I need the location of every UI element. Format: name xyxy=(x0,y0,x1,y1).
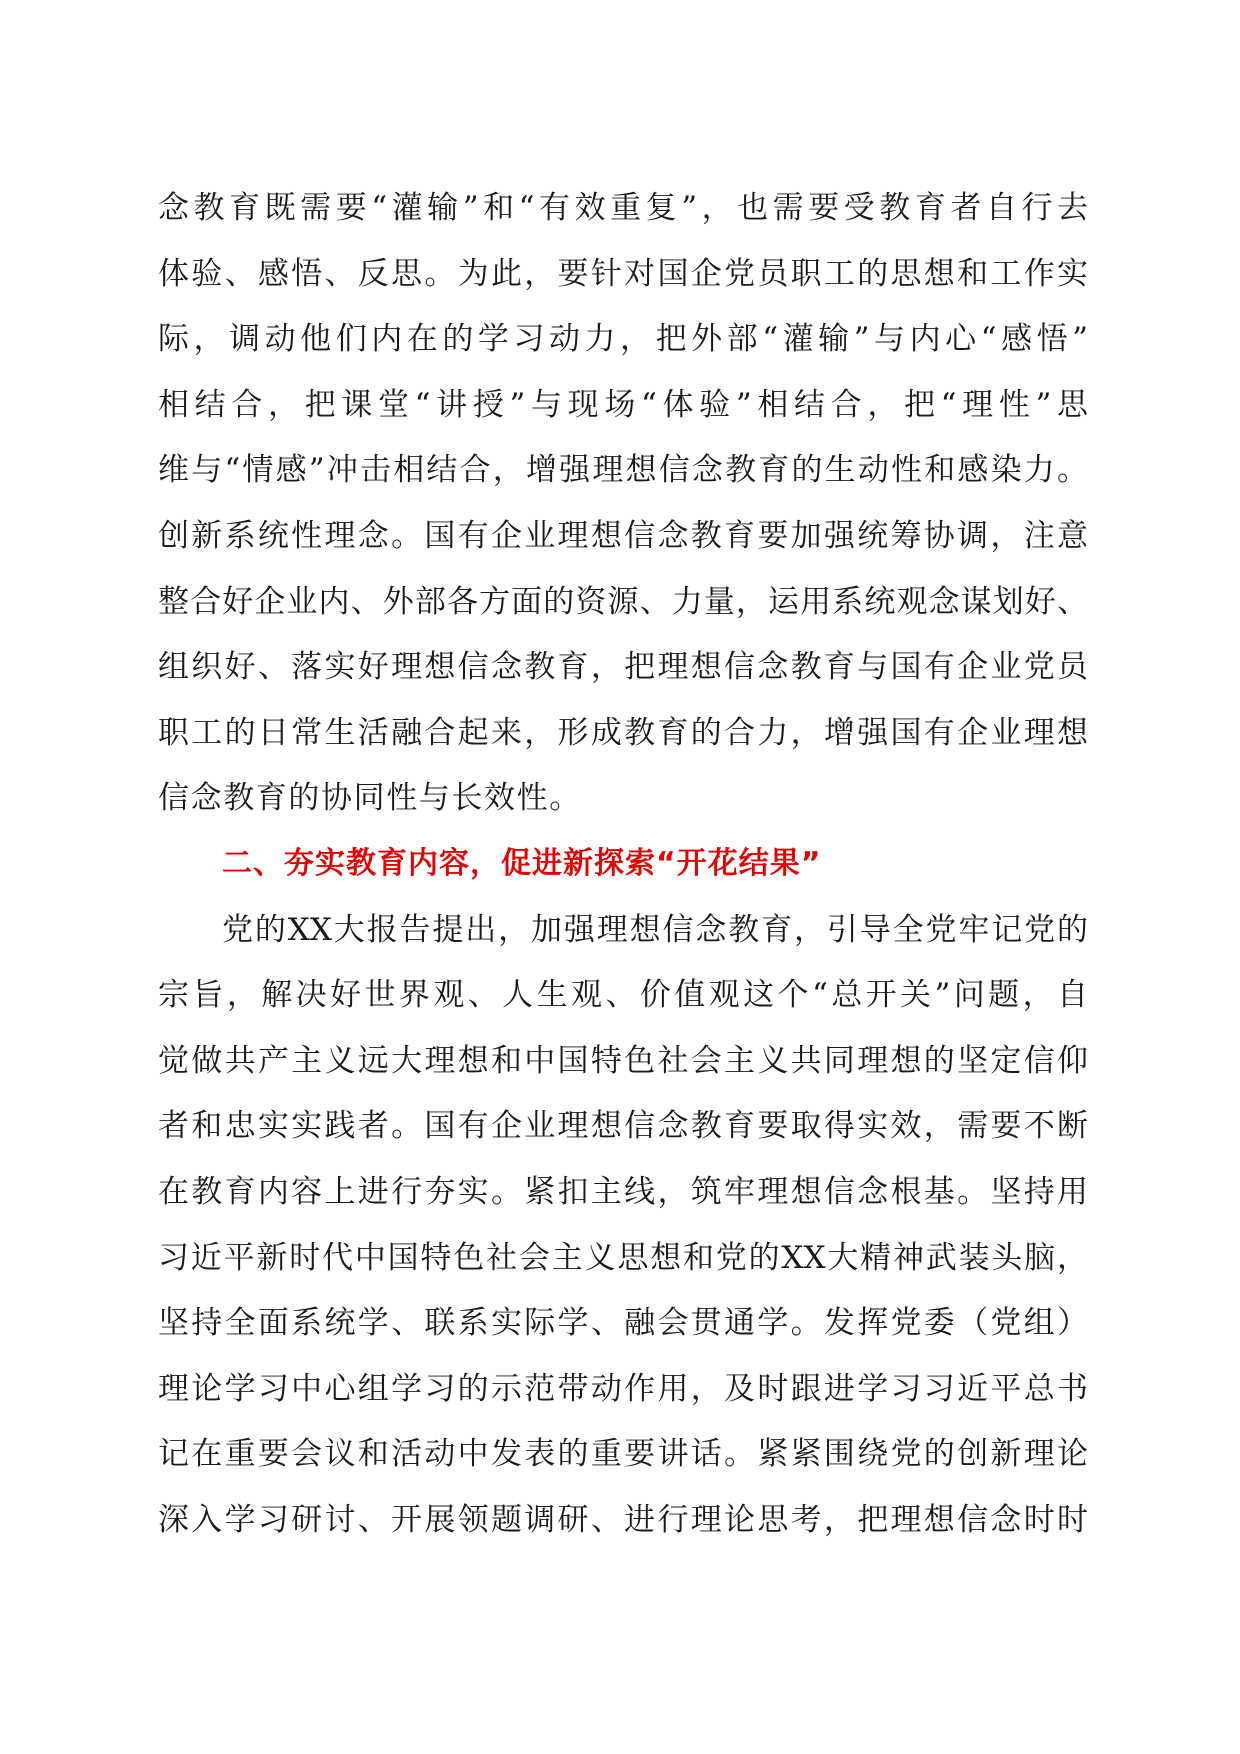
text-line: 创新系统性理念。国有企业理想信念教育要加强统筹协调，注意 xyxy=(158,517,1088,554)
text-line: 职工的日常生活融合起来，形成教育的合力，增强国有企业理想 xyxy=(158,714,1088,751)
text-line: 际，调动他们内在的学习动力，把外部“灌输”与内心“感悟” xyxy=(158,321,1088,358)
text-line: 理论学习中心组学习的示范带动作用，及时跟进学习习近平总书 xyxy=(158,1370,1088,1407)
text-line: 宗旨，解决好世界观、人生观、价值观这个“总开关”问题，自 xyxy=(158,977,1088,1014)
text-line: 坚持全面系统学、联系实际学、融会贯通学。发挥党委（党组） xyxy=(158,1305,1088,1342)
section-heading: 二、夯实教育内容，促进新探索“开花结果” xyxy=(222,845,822,881)
text-line: 维与“情感”冲击相结合，增强理想信念教育的生动性和感染力。 xyxy=(158,452,1088,489)
text-line: 体验、感悟、反思。为此，要针对国企党员职工的思想和工作实 xyxy=(158,255,1088,292)
text-line: 者和忠实实践者。国有企业理想信念教育要取得实效，需要不断 xyxy=(158,1108,1088,1145)
text-line: 组织好、落实好理想信念教育，把理想信念教育与国有企业党员 xyxy=(158,649,1088,686)
paragraph-1 xyxy=(158,192,1088,848)
text-line: 相结合，把课堂“讲授”与现场“体验”相结合，把“理性”思 xyxy=(158,386,1088,423)
text-line: 整合好企业内、外部各方面的资源、力量，运用系统观念谋划好、 xyxy=(158,583,1088,620)
text-line: 觉做共产主义远大理想和中国特色社会主义共同理想的坚定信仰 xyxy=(158,1042,1088,1079)
text-line: 习近平新时代中国特色社会主义思想和党的XX大精神武装头脑， xyxy=(158,1239,1088,1276)
text-line: 信念教育的协同性与长效性。 xyxy=(158,780,582,817)
text-line: 念教育既需要“灌输”和“有效重复”，也需要受教育者自行去 xyxy=(158,190,1088,226)
text-line: 深入学习研讨、开展领题调研、进行理论思考，把理想信念时时 xyxy=(158,1501,1088,1538)
text-line: 党的XX大报告提出，加强理想信念教育，引导全党牢记党的 xyxy=(222,911,1088,948)
document-body xyxy=(158,192,1088,1569)
text-line: 在教育内容上进行夯实。紧扣主线，筑牢理想信念根基。坚持用 xyxy=(158,1173,1088,1210)
paragraph-2 xyxy=(158,911,1088,1570)
text-line: 记在重要会议和活动中发表的重要讲话。紧紧围绕党的创新理论 xyxy=(158,1436,1088,1473)
